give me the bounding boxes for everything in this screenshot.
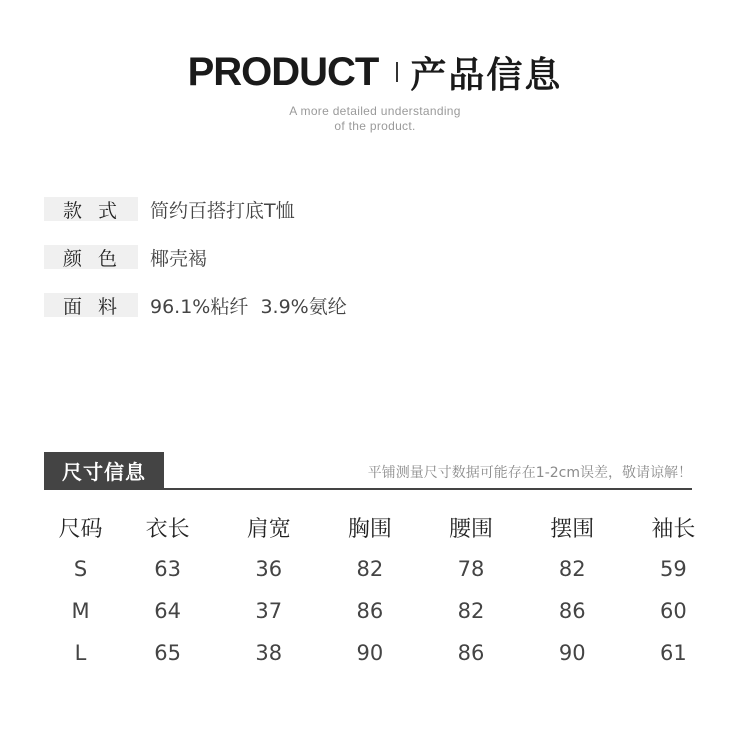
cell-bust: 82 [356,557,384,581]
table-row [44,632,724,674]
info-value-style: 简约百搭打底T恤 [150,199,295,222]
table-row [44,548,724,590]
info-value-color: 椰壳褐 [150,247,208,270]
cell-length: 64 [154,599,181,623]
size-section [44,452,692,490]
size-table-header-row [44,506,724,548]
cell-hem: 82 [558,557,586,581]
header-sleeve: 袖长 [651,516,696,542]
cell-sleeve: 61 [660,641,687,665]
cell-hem: 86 [558,599,586,623]
header-length: 衣长 [145,516,190,542]
cell-shoulder: 38 [255,641,283,665]
title-divider [396,62,398,82]
cell-waist: 78 [457,557,485,581]
cell-size: M [71,599,90,623]
cell-bust: 86 [356,599,384,623]
header-shoulder: 肩宽 [246,516,291,542]
cell-shoulder: 36 [255,557,283,581]
cell-size: L [74,641,87,665]
header-bust: 胸围 [347,516,392,542]
cell-length: 65 [154,641,181,665]
product-info-list [44,196,347,340]
cell-sleeve: 59 [660,557,687,581]
title-row [0,44,750,100]
info-label-style: 款式 [44,197,138,221]
info-label-fabric: 面料 [44,293,138,317]
subtitle-line-2: of the product. [334,119,416,133]
cell-bust: 90 [356,641,384,665]
info-label-color: 颜色 [44,245,138,269]
cell-waist: 82 [457,599,485,623]
subtitle [0,104,750,134]
cell-length: 63 [154,557,181,581]
info-row-fabric [44,292,347,318]
size-measurement-note: 平铺测量尺寸数据可能存在1-2cm误差，敬请谅解！ [367,465,692,481]
header-size: 尺码 [58,516,103,542]
size-section-header [44,452,692,488]
title-chinese: 产品信息 [410,54,563,96]
info-value-fabric: 96.1%粘纤 3.9%氨纶 [150,295,347,318]
cell-hem: 90 [558,641,586,665]
subtitle-line-1: A more detailed understanding [289,104,461,118]
header-waist: 腰围 [449,516,494,542]
cell-waist: 86 [457,641,485,665]
table-row [44,590,724,632]
cell-shoulder: 37 [255,599,283,623]
cell-size: S [73,557,88,581]
cell-sleeve: 60 [660,599,687,623]
info-row-style [44,196,347,222]
info-row-color [44,244,347,270]
header-hem: 摆围 [550,516,595,542]
title-english: PRODUCT [187,49,379,94]
product-header [0,44,750,134]
size-table [44,506,724,674]
size-divider-line [44,488,692,490]
size-tab-label: 尺寸信息 [44,452,164,488]
